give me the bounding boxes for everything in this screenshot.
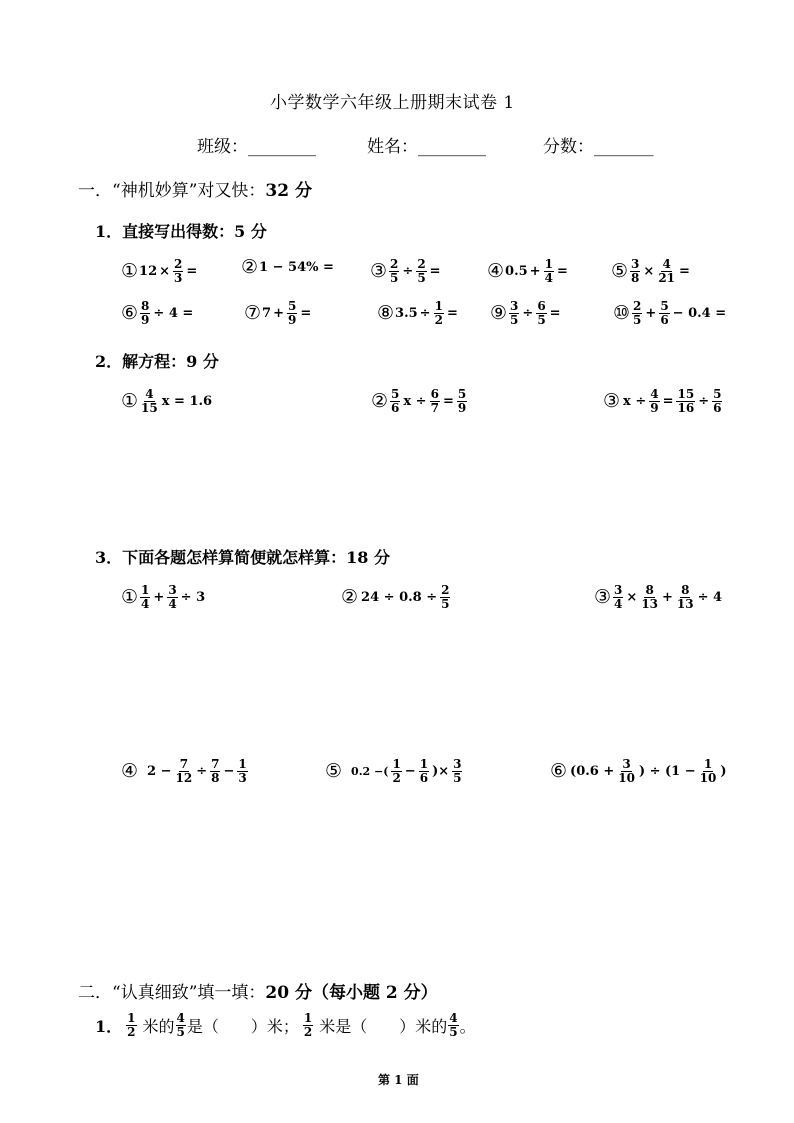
equals: = [429,263,441,279]
expression-tail: ÷ 3 [180,589,206,605]
direct-problem-9 [490,300,563,326]
expression-head: 0.2 −( [351,764,389,778]
operator: ÷ [698,393,710,409]
question-text: 米的 [142,1016,175,1036]
fraction: $\frac{3}{10}$ [618,757,635,785]
fraction: $\frac{1}{2}$ [392,757,401,785]
fraction: $\frac{3}{4}$ [614,583,623,611]
direct-problem-8 [377,300,460,326]
expression-tail: ÷ 4 [697,589,723,605]
fraction: $\frac{5}{9}$ [288,299,297,327]
fraction: $\frac{2}{5}$ [441,583,450,611]
fraction: $\frac{5}{6}$ [660,299,669,327]
fraction: $\frac{8}{13}$ [641,583,659,611]
fraction: $\frac{4}{21}$ [658,257,676,285]
operator: + [645,305,657,321]
equals: = [549,305,561,321]
fraction: $\frac{2}{5}$ [417,257,426,285]
subsection-2-label: 2．解方程： [95,352,187,371]
section-1-points: 32 分 [265,181,312,201]
fraction: $\frac{1}{10}$ [699,757,717,785]
operand: 12 [139,263,158,279]
question-text: 米是（ ）米的 [319,1016,448,1036]
question-text: 。 [459,1016,476,1036]
fraction: $\frac{4}{5}$ [176,1011,185,1039]
equals: = [446,305,458,321]
question-text: 是（ ）米； [186,1016,299,1036]
section-1-heading [78,176,312,201]
operator: × [626,589,638,605]
section-2-prefix: 二． [78,983,112,1003]
operator: ÷ [402,263,414,279]
direct-problem-2 [241,258,334,277]
equals: = [556,263,568,279]
subsection-3-label: 3．下面各题怎样算简便就怎样算： [95,548,347,567]
fraction: $\frac{1}{6}$ [419,757,429,785]
expression: 1 − 54% = [259,260,334,275]
problem-number: ① [121,259,139,282]
fraction: $\frac{2}{3}$ [174,257,183,285]
fraction: $\frac{4}{15}$ [141,387,158,415]
operator: + [662,589,673,605]
question-number: 1． [95,1016,123,1036]
equation-3 [603,388,723,414]
fraction: $\frac{6}{5}$ [537,299,546,327]
simplify-problem-6 [550,758,729,784]
operator: − [404,763,416,779]
simplify-problem-3 [594,584,724,610]
operator: x ÷ [403,393,427,409]
operator: ÷ [196,763,208,779]
direct-problem-1 [121,258,199,284]
fraction: $\frac{1}{3}$ [238,757,247,785]
operator: − [223,763,235,779]
fraction: $\frac{5}{9}$ [457,387,467,415]
problem-number: ② [371,389,389,412]
equals: = [186,263,198,279]
subsection-1-label: 1．直接写出得数： [95,222,235,241]
operator: + [273,305,284,321]
equals: = [442,393,454,409]
expression-head: (0.6 + [570,763,615,779]
direct-problem-3 [370,258,443,284]
expression-tail: − 0.4 = [672,305,727,321]
simplify-problem-5 [325,758,463,784]
operator: ) ÷ (1 − [638,763,696,779]
section-2-text: “认真细致”填一填： [112,983,266,1003]
equals: = [662,393,674,409]
operator: + [153,589,165,605]
direct-problem-7 [244,300,313,326]
expression-head: 2 − [147,763,172,779]
simplify-problem-2 [341,584,451,610]
problem-number: ⑦ [244,301,262,324]
score-field: 分数：_______ [543,137,654,157]
subsection-1-points: 5 分 [234,222,267,241]
fraction: $\frac{7}{8}$ [211,757,220,785]
name-field: 姓名：________ [367,137,486,157]
equals: = [679,263,690,279]
operator: × [643,263,655,279]
subsection-3-points: 18 分 [346,548,390,567]
operator: ÷ [522,305,534,321]
operator: )× [432,763,450,779]
operand: 0.5 [505,263,528,279]
direct-problem-10 [613,300,728,326]
problem-number: ⑥ [121,301,139,324]
section-2-heading [78,978,438,1003]
problem-number: ② [341,585,359,608]
operand: 7 [262,305,272,321]
fraction: $\frac{8}{13}$ [676,583,694,611]
problem-number: ③ [603,389,621,412]
operator: × [159,263,171,279]
section-2-points: 20 分（每小题 2 分） [265,983,438,1003]
direct-problem-4 [487,258,570,284]
subsection-2-points: 9 分 [186,352,219,371]
fraction: $\frac{3}{8}$ [631,257,640,285]
fraction: $\frac{1}{4}$ [544,257,553,285]
problem-number: ③ [370,259,388,282]
fraction: $\frac{5}{6}$ [713,387,722,415]
fraction: $\frac{1}{4}$ [141,583,150,611]
fraction: $\frac{1}{2}$ [127,1011,136,1039]
problem-number: ⑤ [611,259,629,282]
fraction: $\frac{6}{7}$ [430,387,439,415]
operator: ) [720,763,727,779]
fraction: $\frac{2}{5}$ [633,299,642,327]
page-title: 小学数学六年级上册期末试卷 1 [270,93,515,113]
page-number: 第 1 面 [378,1073,419,1087]
fraction: $\frac{8}{9}$ [141,299,150,327]
subsection-3-heading [95,545,390,568]
problem-number: ⑨ [490,301,508,324]
problem-number: ② [241,256,259,278]
section-2-question-1 [95,1012,476,1038]
fraction: $\frac{4}{9}$ [650,387,659,415]
fraction: $\frac{15}{16}$ [677,387,695,415]
problem-number: ④ [121,759,139,782]
fraction: $\frac{3}{5}$ [453,757,462,785]
fraction: $\frac{5}{6}$ [391,387,400,415]
problem-number: ③ [594,585,612,608]
problem-number: ④ [487,259,505,282]
expression-head: 24 ÷ 0.8 ÷ [361,589,438,605]
problem-number: ⑧ [377,301,395,324]
subsection-2-heading [95,349,219,372]
operator: + [529,263,541,279]
fraction: $\frac{1}{2}$ [434,299,443,327]
problem-number: ① [121,585,139,608]
simplify-problem-4 [121,758,249,784]
equation-1 [121,388,214,414]
simplify-problem-1 [121,584,207,610]
fraction: $\frac{3}{4}$ [168,583,177,611]
equation-2 [371,388,468,414]
operator: ÷ [419,305,431,321]
section-1-text: “神机妙算”对又快： [112,181,266,201]
problem-number: ⑩ [613,301,631,324]
class-field: 班级：________ [197,137,316,157]
fraction: $\frac{1}{2}$ [303,1011,313,1039]
problem-number: ① [121,389,139,412]
problem-number: ⑥ [550,759,568,782]
direct-problem-6 [121,300,195,326]
expression-head: x ÷ [623,393,647,409]
operand: 3.5 [395,305,418,321]
fraction: $\frac{2}{5}$ [390,257,399,285]
fraction: $\frac{7}{12}$ [175,757,193,785]
subsection-1-heading [95,219,267,242]
equals: = [300,305,312,321]
fraction: $\frac{3}{5}$ [510,299,519,327]
fraction: $\frac{4}{5}$ [449,1011,458,1039]
operator: ÷ 4 = [153,305,194,321]
direct-problem-5 [611,258,692,284]
section-1-prefix: 一． [78,181,112,201]
expression-tail: x = 1.6 [161,393,213,409]
problem-number: ⑤ [325,759,343,782]
